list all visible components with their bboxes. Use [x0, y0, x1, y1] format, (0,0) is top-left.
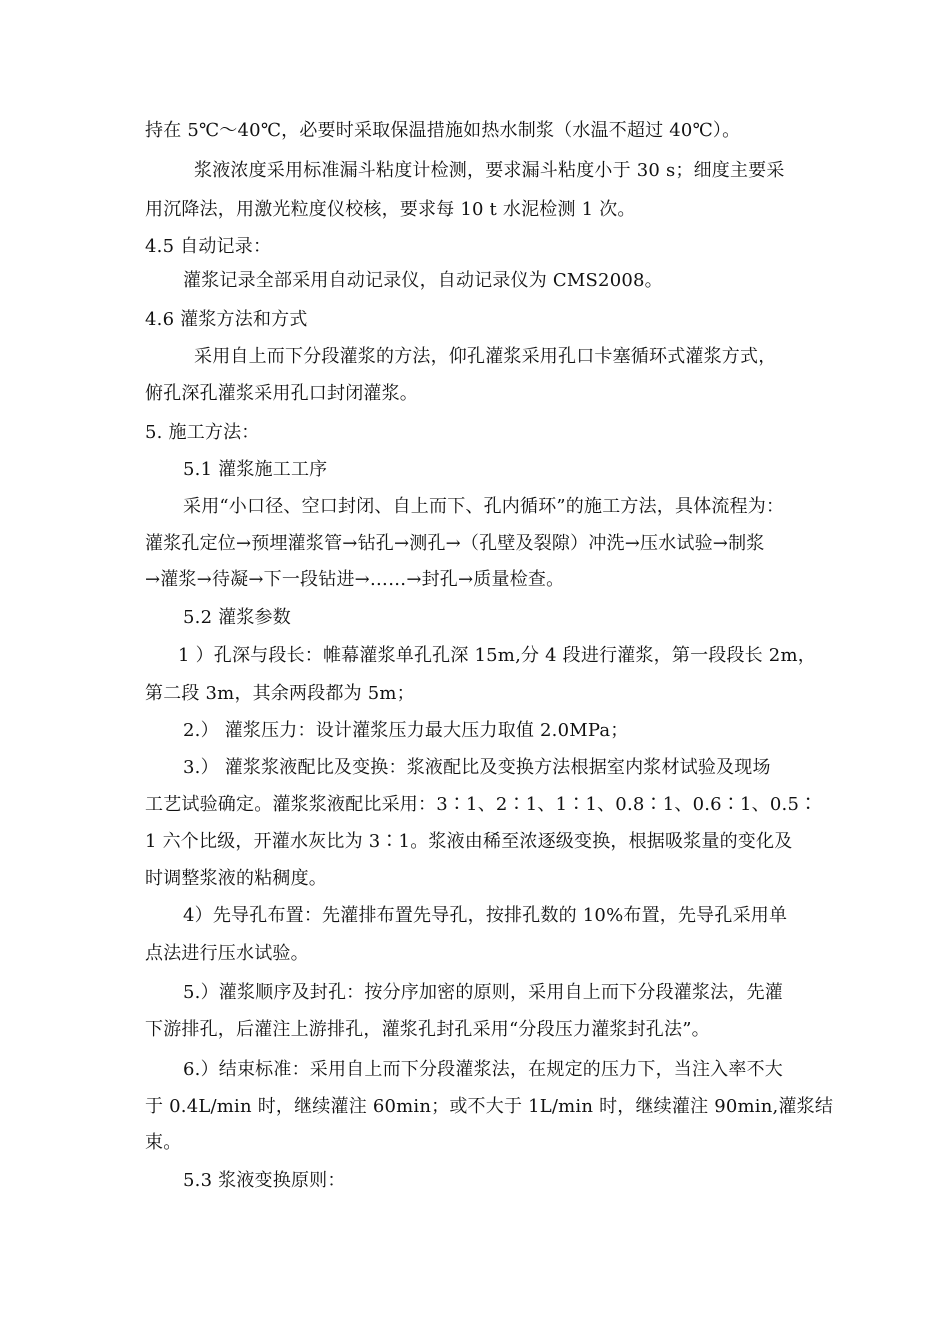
list-item-line: 束。 [145, 1132, 182, 1153]
paragraph-line: →灌浆→待凝→下一段钻进→……→封孔→质量检查。 [145, 569, 565, 590]
paragraph-line: 浆液浓度采用标准漏斗粘度计检测，要求漏斗粘度小于 30 s；细度主要采 [194, 160, 785, 181]
subsection-heading: 5.2 灌浆参数 [183, 607, 291, 628]
list-item-line: 4）先导孔布置：先灌排布置先导孔，按排孔数的 10%布置，先导孔采用单 [183, 905, 788, 926]
section-heading: 4.6 灌浆方法和方式 [145, 309, 308, 330]
list-item-line: 点法进行压水试验。 [145, 943, 309, 964]
paragraph-line: 用沉降法，用激光粒度仪校核，要求每 10 t 水泥检测 1 次。 [145, 199, 636, 220]
subsection-heading: 5.3 浆液变换原则： [183, 1170, 346, 1191]
list-item-line: 1 ）孔深与段长：帷幕灌浆单孔孔深 15m,分 4 段进行灌浆，第一段段长 2m， [178, 645, 816, 666]
list-item-line: 5.）灌浆顺序及封孔：按分序加密的原则，采用自上而下分段灌浆法，先灌 [183, 982, 783, 1003]
paragraph-line: 灌浆孔定位→预埋灌浆管→钻孔→测孔→（孔壁及裂隙）冲洗→压水试验→制浆 [145, 533, 765, 554]
list-item-line: 6.）结束标准：采用自上而下分段灌浆法，在规定的压力下，当注入率不大 [183, 1059, 783, 1080]
paragraph-line: 俯孔深孔灌浆采用孔口封闭灌浆。 [145, 383, 418, 404]
list-item-line: 时调整浆液的粘稠度。 [145, 868, 327, 889]
list-item-line: 工艺试验确定。灌浆浆液配比采用：3∶1、2∶1、1∶1、0.8∶1、0.6∶1、0.5∶ [145, 794, 818, 815]
paragraph-line: 采用“小口径、空口封闭、自上而下、孔内循环”的施工方法，具体流程为： [183, 496, 785, 517]
list-item-line: 第二段 3m，其余两段都为 5m； [145, 683, 415, 704]
paragraph-line: 持在 5℃～40℃，必要时采取保温措施如热水制浆（水温不超过 40℃）。 [145, 120, 741, 141]
section-heading: 4.5 自动记录： [145, 236, 272, 257]
subsection-heading: 5.1 灌浆施工工序 [183, 459, 328, 480]
list-item-line: 1 六个比级，开灌水灰比为 3∶1。浆液由稀至浓逐级变换，根据吸浆量的变化及 [145, 831, 793, 852]
paragraph-line: 灌浆记录全部采用自动记录仪，自动记录仪为 CMS2008。 [183, 270, 663, 291]
section-heading: 5. 施工方法： [145, 422, 260, 443]
list-item-line: 3.） 灌浆浆液配比及变换：浆液配比及变换方法根据室内浆材试验及现场 [183, 757, 771, 778]
list-item-line: 下游排孔，后灌注上游排孔，灌浆孔封孔采用“分段压力灌浆封孔法”。 [145, 1019, 710, 1040]
list-item-line: 于 0.4L/min 时，继续灌注 60min；或不大于 1L/min 时，继续灌注 90min,灌浆结 [145, 1096, 834, 1117]
paragraph-line: 采用自上而下分段灌浆的方法，仰孔灌浆采用孔口卡塞循环式灌浆方式， [194, 346, 777, 367]
list-item-line: 2.） 灌浆压力：设计灌浆压力最大压力取值 2.0MPa； [183, 720, 629, 741]
